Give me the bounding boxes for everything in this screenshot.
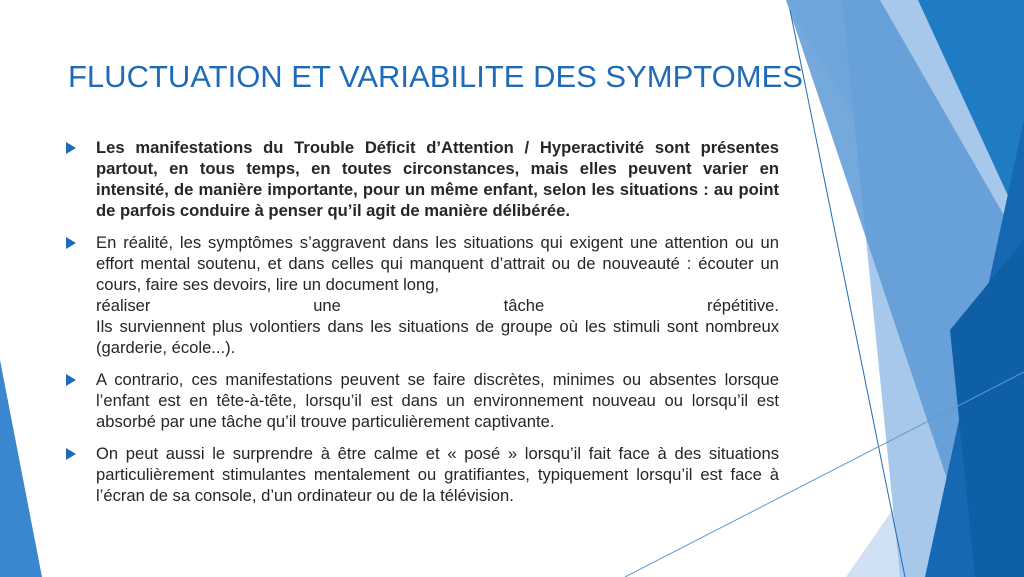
bullet-spread-line [96,295,779,316]
triangle-right-icon [66,448,76,460]
triangle-right-icon [66,237,76,249]
bullet-text: Les manifestations du Trouble Déficit d’Attention / Hyperactivité sont présentes partout, en tous temps, en toutes circonstances, mais elles peuvent varier en intensité, de manière importante, pour un même enfant, selon les situations : au point de parfois conduire à penser qu’il agit de manière délibérée. [96,138,779,220]
slide-title: FLUCTUATION ET VARIABILITE DES SYMPTOMES [68,59,803,94]
bullet-text: A contrario, ces manifestations peuvent se faire discrètes, minimes ou absentes lorsque l’enfant est en tête-à-tête, lorsqu’il est dans un environnement nouveau ou lorsqu’il est absorbé par une tâche qu’il trouve particulièrement captivante. [96,370,779,431]
bullet-item [96,369,779,432]
bullet-item [96,137,779,221]
bullet-word: une [313,296,341,315]
bullet-list [96,137,779,517]
bullet-word: réaliser [96,296,151,315]
bullet-word: tâche [503,296,545,315]
bullet-item [96,232,779,358]
triangle-right-icon [66,142,76,154]
bullet-item [96,443,779,506]
bullet-text: En réalité, les symptômes s’aggravent dans les situations qui exigent une attention ou un effort mental soutenu, et dans celles qui manquent d’attrait ou de nouveauté : écouter un cours, faire ses devoirs, lire un document long, [96,233,779,294]
bullet-word: répétitive. [707,296,779,315]
triangle-right-icon [66,374,76,386]
bullet-text-continued: Ils surviennent plus volontiers dans les situations de groupe où les stimuli sont nombreux (garderie, école...). [96,317,779,357]
bullet-text: On peut aussi le surprendre à être calme et « posé » lorsqu’il fait face à des situations particulièrement stimulantes mentalement ou gratifiantes, typiquement lorsqu’il est face à l’écran de sa console, d’un ordinateur ou de la télévision. [96,444,779,505]
